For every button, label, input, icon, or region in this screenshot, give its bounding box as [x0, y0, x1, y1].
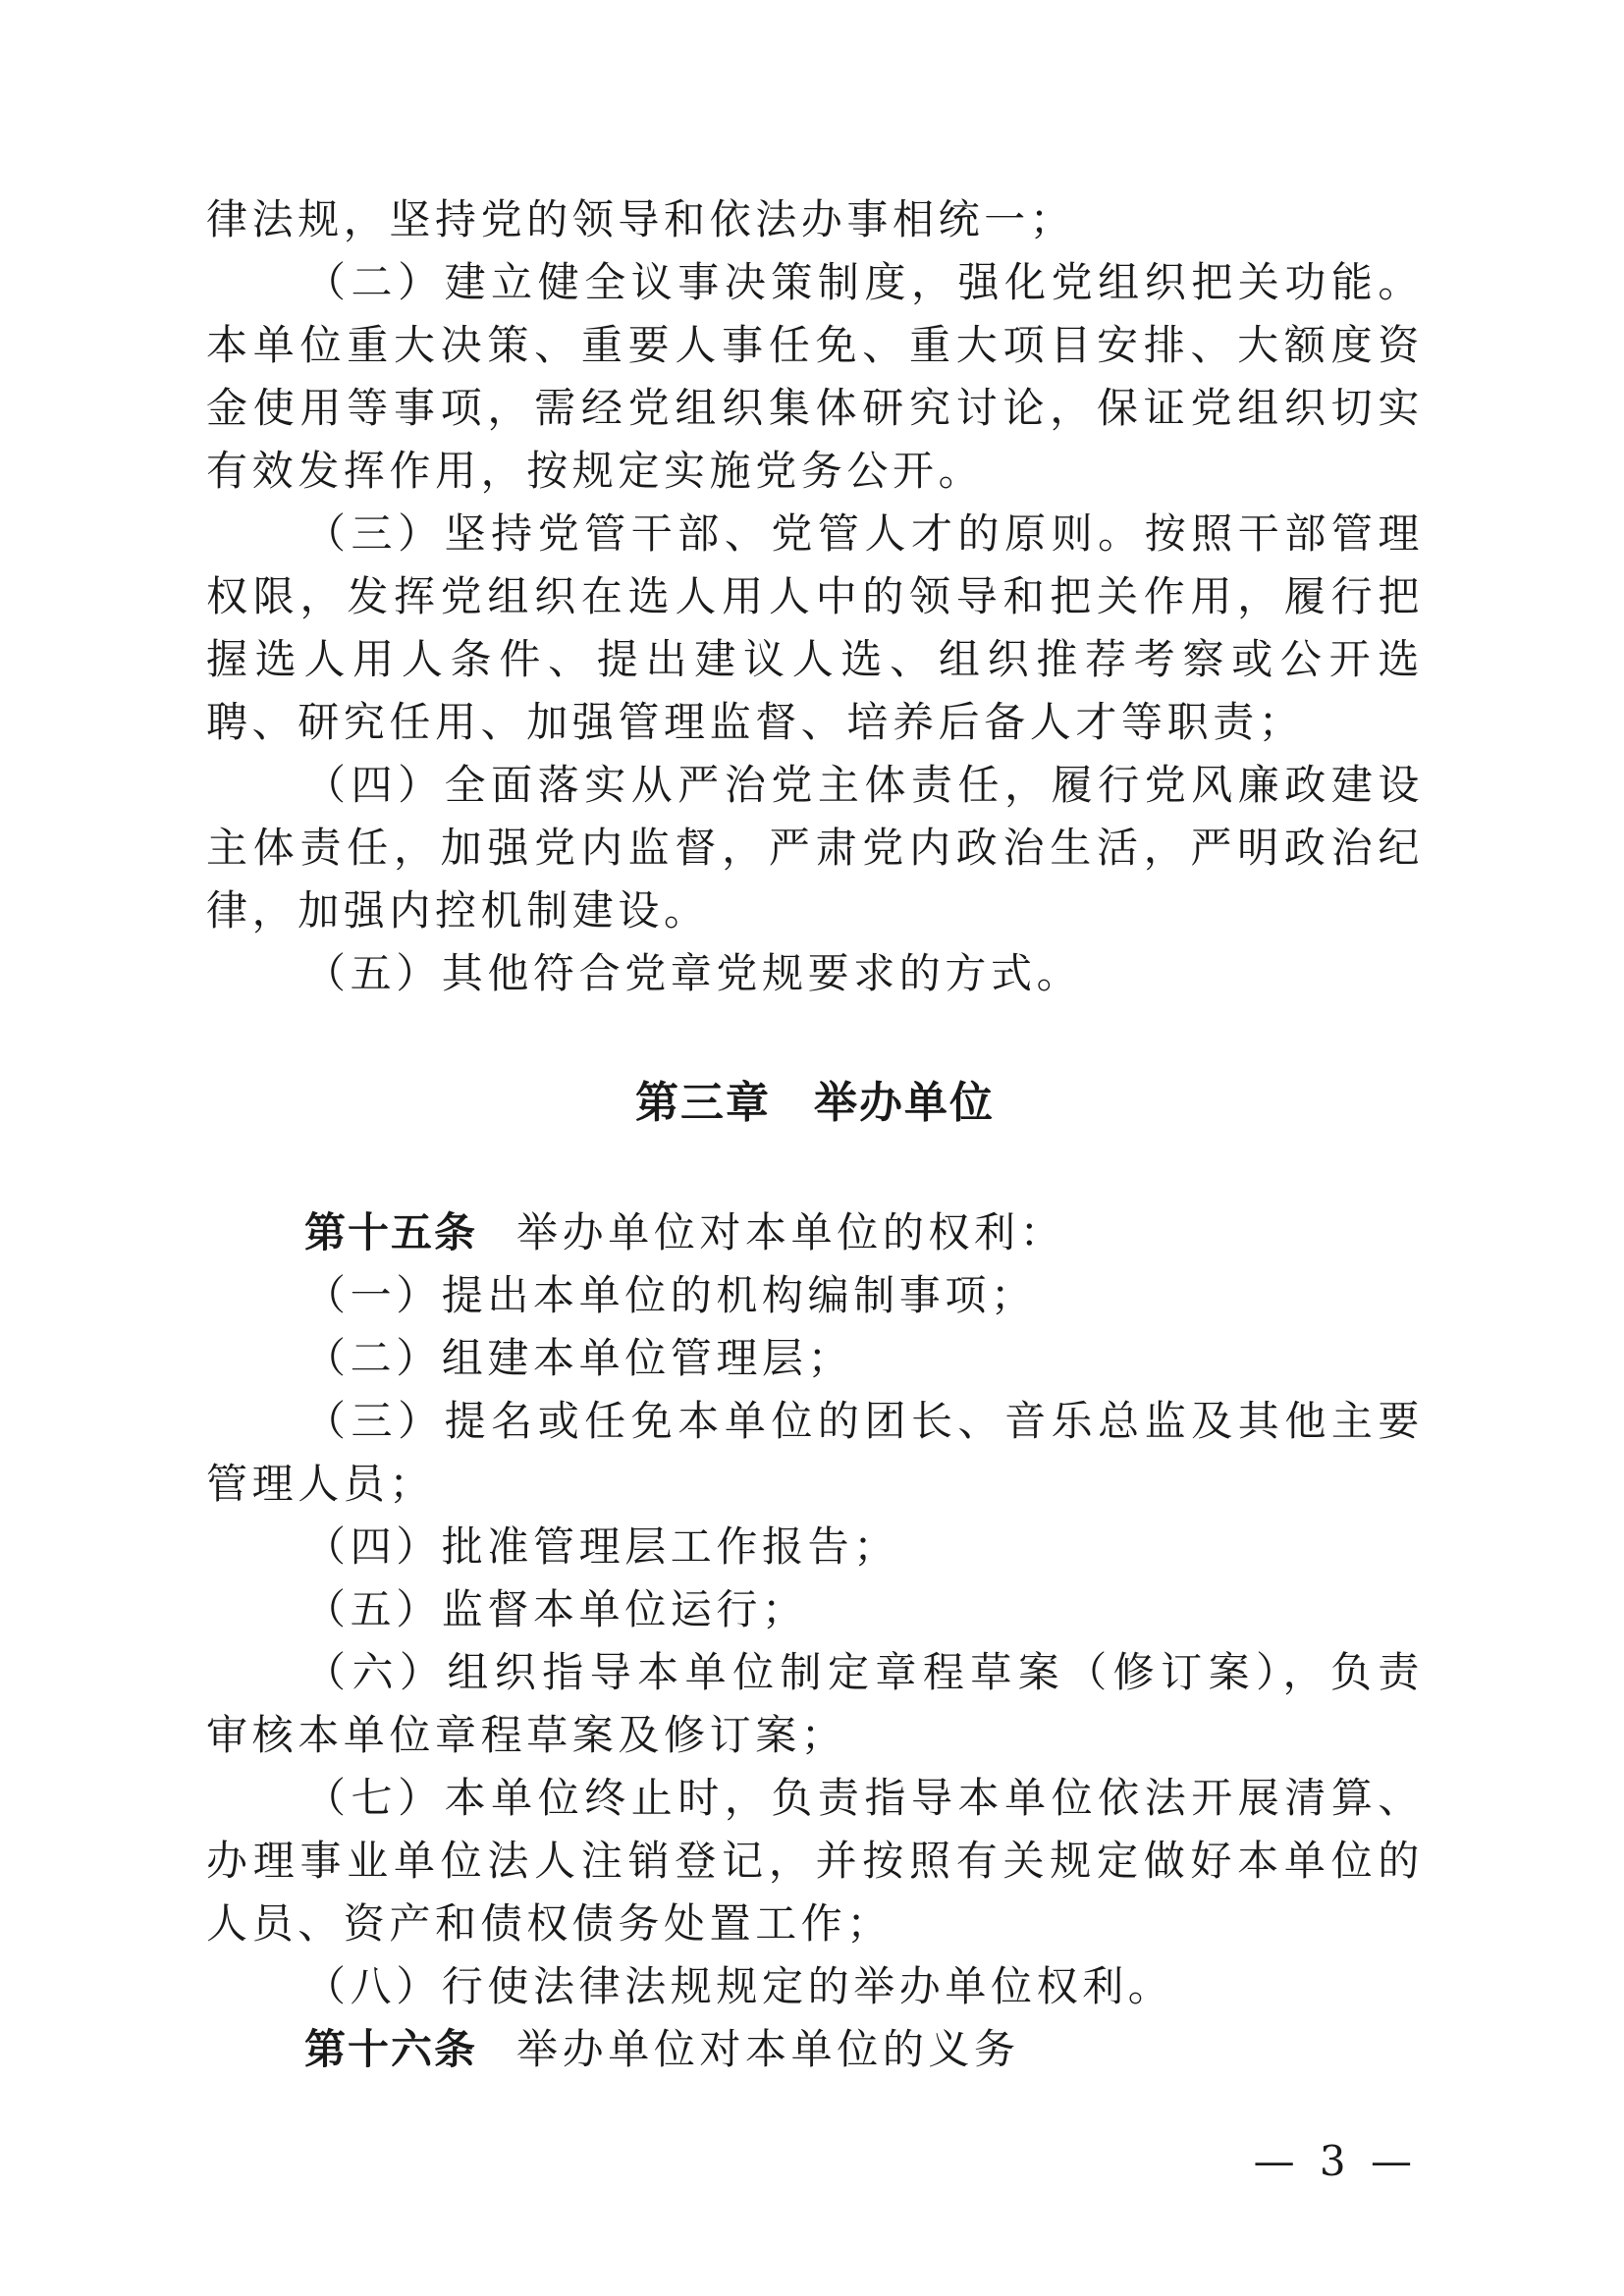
article-16-heading-line	[206, 2018, 1424, 2081]
article-15-heading-line	[206, 1201, 1424, 1264]
paragraph-0: 律法规，坚持党的领导和依法办事相统一；	[206, 195, 1076, 243]
chapter-number: 第三章	[635, 1078, 771, 1128]
article-16-number: 第十六条	[304, 2025, 478, 2073]
article-15-item-2: （二）组建本单位管理层；	[304, 1334, 854, 1382]
article-15	[206, 1201, 1424, 2018]
article-15-item-3: （三）提名或任免本单位的团长、音乐总监及其他主要管理人员；	[206, 1397, 1424, 1508]
article-15-intro: 举办单位对本单位的权利：	[516, 1208, 1066, 1256]
article-15-item-5: （五）监督本单位运行；	[304, 1585, 808, 1633]
article-15-number: 第十五条	[304, 1208, 478, 1256]
chapter-title: 举办单位	[814, 1078, 995, 1128]
paragraph-item-3: （三）坚持党管干部、党管人才的原则。按照干部管理权限，发挥党组织在选人用人中的领导和把关作用，履行把握选人用人条件、提出建议人选、组织推荐考察或公开选聘、研究任用、加强管理监督、培养后备人才等职责；	[206, 509, 1424, 746]
article-15-item-4: （四）批准管理层工作报告；	[304, 1522, 899, 1571]
paragraph-item-4: （四）全面落实从严治党主体责任，履行党风廉政建设主体责任，加强党内监督，严肃党内政治生活，严明政治纪律，加强内控机制建设。	[206, 761, 1424, 934]
chapter-heading	[206, 1072, 1424, 1135]
paragraph-item-5: （五）其他符合党章党规要求的方式。	[304, 949, 1083, 997]
article-15-item-7: （七）本单位终止时，负责指导本单位依法开展清算、办理事业单位法人注销登记，并按照有关规定做好本单位的人员、资产和债权债务处置工作；	[206, 1774, 1424, 1948]
article-15-item-8: （八）行使法律法规规定的举办单位权利。	[304, 1962, 1174, 2010]
document-page	[206, 188, 1424, 2081]
article-15-item-6: （六）组织指导本单位制定章程草案（修订案），负责审核本单位章程草案及修订案；	[206, 1648, 1424, 1759]
page-number: — 3 —	[1253, 2137, 1418, 2185]
article-16	[206, 2018, 1424, 2081]
section-party-leadership	[206, 188, 1424, 1005]
article-16-intro: 举办单位对本单位的义务	[516, 2025, 1020, 2073]
article-15-item-1: （一）提出本单位的机构编制事项；	[304, 1271, 1037, 1319]
paragraph-item-2: （二）建立健全议事决策制度，强化党组织把关功能。本单位重大决策、重要人事任免、重大项目安排、大额度资金使用等事项，需经党组织集体研究讨论，保证党组织切实有效发挥作用，按规定实施党务公开。	[206, 258, 1424, 495]
